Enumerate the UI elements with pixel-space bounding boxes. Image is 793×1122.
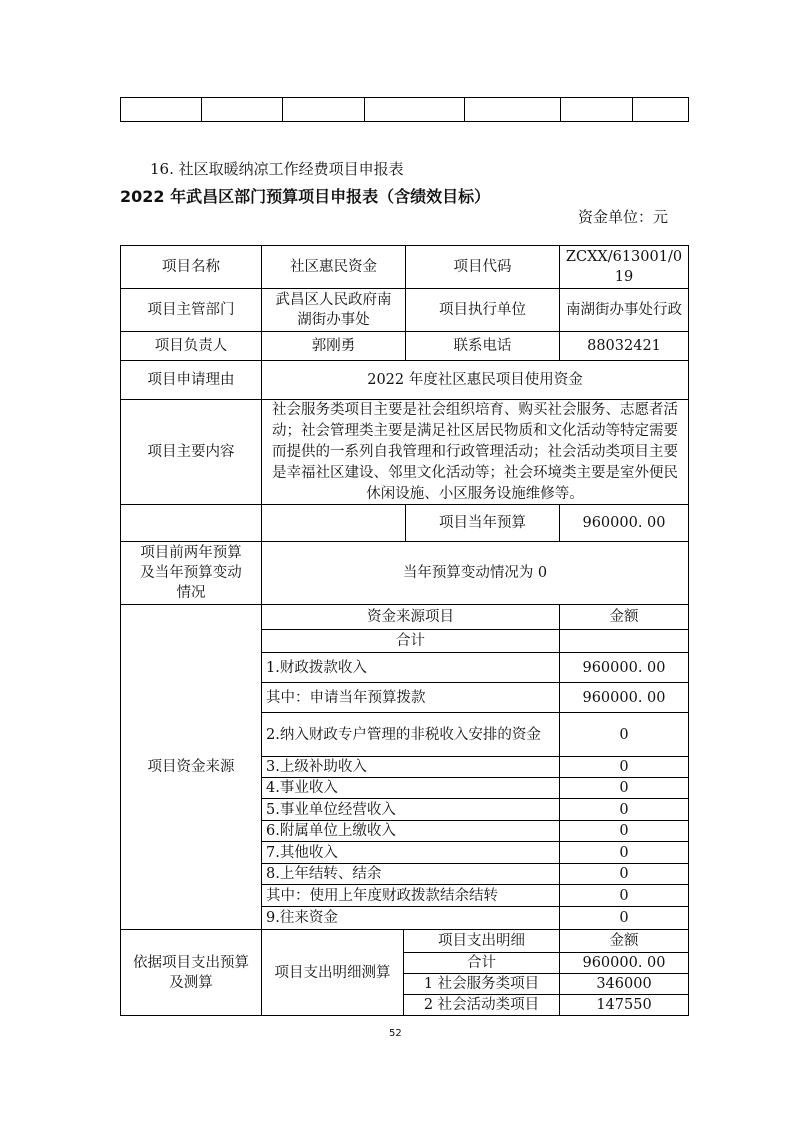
expense-row-amount: 147550 bbox=[596, 997, 652, 1013]
funding-row-amount bbox=[560, 630, 688, 652]
funding-header-amount: 金额 bbox=[609, 609, 639, 625]
department-label: 项目主管部门 bbox=[147, 302, 235, 318]
project-code-value: ZCXX/613001/019 bbox=[565, 249, 683, 285]
funding-row-name: 5.事业单位经营收入 bbox=[266, 801, 396, 818]
content-label: 项目主要内容 bbox=[147, 444, 235, 460]
exec-unit-value: 南湖街办事处行政 bbox=[566, 302, 682, 318]
funding-header-source: 资金来源项目 bbox=[367, 609, 454, 625]
funding-row-amount: 960000. 00 bbox=[582, 659, 666, 676]
department-value: 武昌区人民政府南湖街办事处 bbox=[275, 292, 392, 328]
expense-row-name: 合计 bbox=[467, 955, 496, 971]
expense-sub-label: 项目支出明细测算 bbox=[274, 964, 391, 981]
document-title: 2022 年武昌区部门预算项目申报表（含绩效目标） bbox=[120, 187, 491, 206]
phone-label: 联系电话 bbox=[453, 338, 512, 354]
funding-row-name: 其中：使用上年度财政拨款结余结转 bbox=[266, 887, 498, 904]
project-code-label: 项目代码 bbox=[453, 259, 512, 275]
funding-row-name: 8.上年结转、结余 bbox=[266, 866, 382, 882]
funding-row-amount: 0 bbox=[619, 780, 629, 796]
owner-value: 郭刚勇 bbox=[311, 338, 356, 354]
funding-label: 项目资金来源 bbox=[147, 759, 235, 775]
funding-row-amount: 0 bbox=[619, 823, 629, 839]
budget-value: 960000. 00 bbox=[582, 515, 666, 531]
funding-row-name: 6.附属单位上缴收入 bbox=[266, 823, 396, 839]
funding-row-amount: 0 bbox=[619, 866, 629, 882]
funding-row-name: 7.其他收入 bbox=[266, 844, 338, 861]
exec-unit-label: 项目执行单位 bbox=[439, 302, 526, 318]
funding-row-amount: 0 bbox=[619, 801, 629, 818]
funding-row-amount: 0 bbox=[619, 759, 629, 775]
funding-row-name: 其中：申请当年预算拨款 bbox=[266, 689, 426, 706]
section-title: 16. 社区取暖纳凉工作经费项目申报表 bbox=[150, 160, 404, 178]
expense-row-name: 2 社会活动类项目 bbox=[423, 997, 540, 1013]
expense-row-amount: 960000. 00 bbox=[582, 955, 666, 971]
funding-row-name: 3.上级补助收入 bbox=[266, 759, 367, 775]
funding-row-amount: 0 bbox=[619, 726, 629, 743]
project-name-value: 社区惠民资金 bbox=[290, 259, 377, 275]
funding-row-name: 2.纳入财政专户管理的非税收入安排的资金 bbox=[266, 726, 541, 743]
funding-row-amount: 0 bbox=[619, 844, 629, 861]
reason-label: 项目申请理由 bbox=[147, 372, 235, 388]
funding-row-name: 4.事业收入 bbox=[266, 780, 338, 796]
expense-row-amount: 346000 bbox=[596, 976, 652, 992]
reason-value: 2022 年度社区惠民项目使用资金 bbox=[367, 372, 583, 388]
currency-unit: 资金单位：元 bbox=[578, 208, 669, 226]
expense-label: 依据项目支出预算及测算 bbox=[133, 954, 249, 991]
funding-row-name: 合计 bbox=[396, 633, 425, 649]
budget-label: 项目当年预算 bbox=[439, 515, 526, 531]
page-number: 52 bbox=[389, 1028, 402, 1039]
project-name-label: 项目名称 bbox=[162, 259, 220, 275]
expense-row-name: 1 社会服务类项目 bbox=[423, 976, 540, 992]
funding-row-amount: 0 bbox=[619, 887, 629, 904]
expense-header-amount: 金额 bbox=[609, 933, 639, 949]
funding-row-amount: 0 bbox=[619, 910, 629, 926]
content-value: 社会服务类项目主要是社会组织培育、购买社会服务、志愿者活动；社会管理类主要是满足社区居民物质和文化活动等特定需要而提供的一系列自我管理和行政管理活动；社会活动类项目主要是幸福社区建设、邻里文化活动等；社会环境类主要是室外便民休闲设施、小区服务设施维修等。 bbox=[272, 401, 678, 502]
funding-row-amount: 960000. 00 bbox=[582, 689, 666, 706]
funding-row-name: 1.财政拨款收入 bbox=[266, 659, 367, 676]
phone-value: 88032421 bbox=[587, 338, 661, 354]
expense-header-detail: 项目支出明细 bbox=[438, 933, 525, 949]
funding-row-name: 9.往来资金 bbox=[266, 910, 338, 926]
change-label: 项目前两年预算及当年预算变动情况 bbox=[140, 545, 242, 601]
change-value: 当年预算变动情况为 0 bbox=[402, 565, 548, 581]
owner-label: 项目负责人 bbox=[154, 338, 228, 354]
